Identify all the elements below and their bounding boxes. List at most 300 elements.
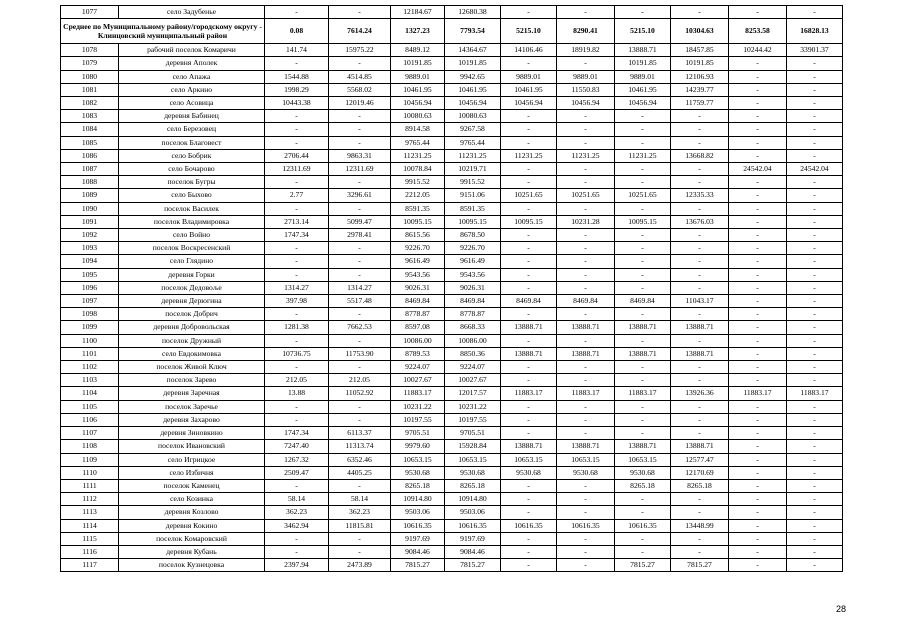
table-cell: 10251.65 (501, 189, 557, 202)
table-cell: - (557, 427, 615, 440)
table-cell: 13676.03 (671, 215, 729, 228)
table-cell: 8265.18 (391, 479, 445, 492)
table-cell: 1101 (61, 347, 119, 360)
table-cell: 2706.44 (265, 149, 329, 162)
table-cell: деревня Захарово (119, 413, 265, 426)
table-cell: 10027.67 (445, 374, 501, 387)
table-cell: - (729, 493, 787, 506)
table-cell: - (787, 202, 843, 215)
table-cell: 10095.15 (615, 215, 671, 228)
table-cell: - (729, 545, 787, 558)
table-cell: 1086 (61, 149, 119, 162)
table-cell: - (671, 163, 729, 176)
table-cell: 1106 (61, 413, 119, 426)
table-cell: 1094 (61, 255, 119, 268)
table-cell: 10653.15 (557, 453, 615, 466)
table-cell: - (729, 268, 787, 281)
table-cell: 1078 (61, 44, 119, 57)
table-cell: 15928.84 (445, 440, 501, 453)
table-cell: - (787, 519, 843, 532)
table-cell: 10616.35 (557, 519, 615, 532)
table-cell: 10653.15 (501, 453, 557, 466)
table-cell: 13888.71 (501, 321, 557, 334)
table-cell: 10456.94 (615, 97, 671, 110)
table-cell: - (501, 374, 557, 387)
table-cell: - (557, 506, 615, 519)
table-cell: - (501, 361, 557, 374)
table-cell: 10443.38 (265, 97, 329, 110)
table-cell: 10914.80 (391, 493, 445, 506)
table-cell: - (265, 308, 329, 321)
table-cell: 1112 (61, 493, 119, 506)
table-cell: 10616.35 (445, 519, 501, 532)
table-cell: село Бобрик (119, 149, 265, 162)
table-cell: - (615, 374, 671, 387)
table-cell: 8778.87 (391, 308, 445, 321)
table-cell: - (787, 453, 843, 466)
table-cell: 9226.70 (391, 242, 445, 255)
table-row (61, 136, 843, 149)
table-cell: 9503.06 (445, 506, 501, 519)
table-cell: - (787, 400, 843, 413)
table-cell: 1089 (61, 189, 119, 202)
table-cell: 1117 (61, 559, 119, 572)
table-cell: 24542.04 (729, 163, 787, 176)
table-cell: - (557, 545, 615, 558)
table-cell: - (557, 242, 615, 255)
table-cell: - (557, 268, 615, 281)
table-row (61, 374, 843, 387)
table-cell: 7247.40 (265, 440, 329, 453)
table-cell: 9084.46 (445, 545, 501, 558)
table-cell: 10197.55 (391, 413, 445, 426)
table-cell: 1115 (61, 532, 119, 545)
table-cell: 1077 (61, 6, 119, 19)
table-cell: 1098 (61, 308, 119, 321)
table-cell: 5568.02 (329, 83, 391, 96)
table-cell: 1091 (61, 215, 119, 228)
table-cell: 10191.85 (671, 57, 729, 70)
table-cell: 13888.71 (501, 347, 557, 360)
table-cell: - (557, 413, 615, 426)
table-cell: - (787, 334, 843, 347)
table-cell: 8469.84 (557, 295, 615, 308)
table-cell: - (729, 295, 787, 308)
table-cell: - (557, 136, 615, 149)
table-cell: 1097 (61, 295, 119, 308)
table-row (61, 453, 843, 466)
table-cell: поселок Каменец (119, 479, 265, 492)
table-cell: - (671, 281, 729, 294)
table-cell: 1083 (61, 110, 119, 123)
table-cell: - (615, 163, 671, 176)
table-cell: 8253.58 (729, 19, 787, 44)
table-cell: деревня Кокино (119, 519, 265, 532)
table-cell: - (329, 268, 391, 281)
data-table (60, 5, 843, 572)
table-cell: - (729, 70, 787, 83)
table-cell: 13888.71 (557, 347, 615, 360)
table-row (61, 70, 843, 83)
table-cell: 12311.69 (329, 163, 391, 176)
table-cell: 1095 (61, 268, 119, 281)
table-cell: - (615, 229, 671, 242)
table-cell: - (729, 427, 787, 440)
table-row (61, 6, 843, 19)
table-cell: - (265, 202, 329, 215)
table-cell: 10456.94 (501, 97, 557, 110)
table-cell: - (501, 136, 557, 149)
table-row (61, 347, 843, 360)
table-cell: 2473.89 (329, 559, 391, 572)
table-cell: 10461.95 (391, 83, 445, 96)
table-cell: 2978.41 (329, 229, 391, 242)
table-cell: 16828.13 (787, 19, 843, 44)
table-cell: - (501, 281, 557, 294)
table-cell: - (615, 268, 671, 281)
table-cell: 12335.33 (671, 189, 729, 202)
table-cell: - (615, 493, 671, 506)
table-cell: 11883.17 (501, 387, 557, 400)
table-cell: 58.14 (265, 493, 329, 506)
table-cell: 1087 (61, 163, 119, 176)
table-row (61, 268, 843, 281)
table-cell: 11883.17 (729, 387, 787, 400)
table-cell: село Быхово (119, 189, 265, 202)
table-row (61, 97, 843, 110)
table-cell: 9224.07 (391, 361, 445, 374)
table-cell: - (557, 559, 615, 572)
table-cell: 10231.22 (391, 400, 445, 413)
table-cell: 10304.63 (671, 19, 729, 44)
table-row (61, 229, 843, 242)
table-cell: - (557, 334, 615, 347)
table-cell: - (501, 268, 557, 281)
table-cell: 12680.38 (445, 6, 501, 19)
table-cell: 7662.53 (329, 321, 391, 334)
table-cell: - (729, 149, 787, 162)
table-cell: 10080.63 (445, 110, 501, 123)
table-cell: - (329, 361, 391, 374)
table-cell: 1116 (61, 545, 119, 558)
table-cell: поселок Василек (119, 202, 265, 215)
table-cell: - (557, 361, 615, 374)
table-cell: - (787, 361, 843, 374)
table-cell: - (265, 532, 329, 545)
table-cell: 12170.69 (671, 466, 729, 479)
table-cell: - (671, 493, 729, 506)
table-cell: село Игрицкое (119, 453, 265, 466)
table-cell: - (787, 545, 843, 558)
table-cell: 33901.37 (787, 44, 843, 57)
table-cell: - (329, 176, 391, 189)
table-body (61, 6, 843, 572)
table-cell: - (787, 374, 843, 387)
table-cell: 14106.46 (501, 44, 557, 57)
table-cell: 1109 (61, 453, 119, 466)
table-cell: 1747.34 (265, 427, 329, 440)
table-cell: - (729, 97, 787, 110)
table-cell: - (729, 361, 787, 374)
table-cell: 2397.94 (265, 559, 329, 572)
table-cell: - (265, 268, 329, 281)
table-cell: - (729, 176, 787, 189)
table-cell: 14364.67 (445, 44, 501, 57)
table-cell: - (671, 229, 729, 242)
table-cell: - (787, 176, 843, 189)
table-cell: 9979.60 (391, 440, 445, 453)
table-cell: деревня Кубань (119, 545, 265, 558)
table-cell: 10653.15 (445, 453, 501, 466)
table-cell: - (557, 202, 615, 215)
table-cell: поселок Заречье (119, 400, 265, 413)
table-cell: - (265, 123, 329, 136)
table-cell: - (557, 493, 615, 506)
table-cell: деревня Бабинец (119, 110, 265, 123)
table-cell: 9889.01 (557, 70, 615, 83)
table-cell: 12106.93 (671, 70, 729, 83)
table-cell: - (501, 123, 557, 136)
table-cell: - (787, 242, 843, 255)
table-cell: 13888.71 (501, 440, 557, 453)
table-cell: 1080 (61, 70, 119, 83)
table-cell: 10461.95 (615, 83, 671, 96)
table-cell: 10095.15 (445, 215, 501, 228)
table-cell: 362.23 (329, 506, 391, 519)
table-cell: - (787, 347, 843, 360)
table-cell: 5517.48 (329, 295, 391, 308)
table-cell: - (787, 532, 843, 545)
table-cell: - (729, 334, 787, 347)
table-cell: 13.88 (265, 387, 329, 400)
table-cell: 10219.71 (445, 163, 501, 176)
table-cell: - (329, 6, 391, 19)
table-cell: 11231.25 (501, 149, 557, 162)
table-cell: - (501, 308, 557, 321)
table-cell: 8914.58 (391, 123, 445, 136)
table-cell: 10244.42 (729, 44, 787, 57)
table-cell: 10095.15 (501, 215, 557, 228)
table-cell: 11231.25 (445, 149, 501, 162)
table-cell: 9705.51 (391, 427, 445, 440)
table-cell: село Бочарово (119, 163, 265, 176)
table-cell: 9915.52 (445, 176, 501, 189)
table-cell: 3462.94 (265, 519, 329, 532)
table-cell: 11753.90 (329, 347, 391, 360)
table-cell: 10461.95 (445, 83, 501, 96)
table-row (61, 83, 843, 96)
table-row (61, 387, 843, 400)
table-cell: 12184.67 (391, 6, 445, 19)
table-cell: - (501, 400, 557, 413)
table-cell: 3296.61 (329, 189, 391, 202)
table-cell: - (501, 413, 557, 426)
table-cell: 362.23 (265, 506, 329, 519)
table-cell: - (501, 255, 557, 268)
table-cell: село Козинка (119, 493, 265, 506)
table-cell: - (787, 413, 843, 426)
table-cell: - (501, 479, 557, 492)
table-cell: - (265, 479, 329, 492)
table-cell: 15975.22 (329, 44, 391, 57)
table-cell: - (501, 427, 557, 440)
table-cell: 8678.50 (445, 229, 501, 242)
table-cell: - (615, 427, 671, 440)
table-cell: - (557, 6, 615, 19)
table-cell: - (501, 229, 557, 242)
table-cell: - (615, 110, 671, 123)
table-cell: 9197.69 (445, 532, 501, 545)
table-cell: - (501, 163, 557, 176)
table-cell: - (501, 493, 557, 506)
table-cell: - (729, 440, 787, 453)
table-cell: 9705.51 (445, 427, 501, 440)
table-cell: 9942.65 (445, 70, 501, 83)
table-cell: - (265, 57, 329, 70)
table-cell: - (787, 149, 843, 162)
table-cell: деревня Дерюгина (119, 295, 265, 308)
table-cell: - (615, 176, 671, 189)
table-cell: - (729, 255, 787, 268)
table-row (61, 163, 843, 176)
table-cell: село Березовец (119, 123, 265, 136)
table-cell: 9026.31 (445, 281, 501, 294)
table-cell: - (671, 308, 729, 321)
table-cell: 9151.06 (445, 189, 501, 202)
table-cell: 11883.17 (557, 387, 615, 400)
table-cell: - (557, 281, 615, 294)
table-cell: 2.77 (265, 189, 329, 202)
table-cell: - (265, 110, 329, 123)
table-cell: 10616.35 (615, 519, 671, 532)
table-cell: - (729, 453, 787, 466)
table-cell: - (615, 281, 671, 294)
table-cell: 1544.88 (265, 70, 329, 83)
table-cell: 9889.01 (615, 70, 671, 83)
table-cell: - (729, 466, 787, 479)
table-cell: 212.05 (329, 374, 391, 387)
table-cell: 13888.71 (671, 321, 729, 334)
table-cell: 8469.84 (615, 295, 671, 308)
table-cell: 8469.84 (501, 295, 557, 308)
table-cell: 8789.53 (391, 347, 445, 360)
table-cell: 9503.06 (391, 506, 445, 519)
table-cell: - (787, 97, 843, 110)
table-cell: - (557, 400, 615, 413)
table-cell: поселок Зарево (119, 374, 265, 387)
table-cell: 11550.83 (557, 83, 615, 96)
table-cell: поселок Дружный (119, 334, 265, 347)
table-cell: - (671, 374, 729, 387)
table-cell: 5215.10 (615, 19, 671, 44)
table-cell: - (615, 308, 671, 321)
table-row (61, 427, 843, 440)
table-cell: - (671, 427, 729, 440)
table-cell: 8469.84 (391, 295, 445, 308)
table-cell: - (265, 413, 329, 426)
table-cell: - (729, 479, 787, 492)
table-cell: 13888.71 (615, 347, 671, 360)
table-cell: 11815.81 (329, 519, 391, 532)
table-cell: село Войно (119, 229, 265, 242)
table-cell: - (265, 545, 329, 558)
table-cell: 10653.15 (615, 453, 671, 466)
table-cell: 7793.54 (445, 19, 501, 44)
table-cell: 9530.68 (557, 466, 615, 479)
table-cell: - (557, 176, 615, 189)
table-cell: 10653.15 (391, 453, 445, 466)
table-cell: 10456.94 (391, 97, 445, 110)
table-cell: - (615, 123, 671, 136)
table-cell: - (787, 506, 843, 519)
table-cell: 9197.69 (391, 532, 445, 545)
table-cell: - (729, 110, 787, 123)
table-cell: поселок Комаровский (119, 532, 265, 545)
table-cell: - (787, 123, 843, 136)
table-cell: - (265, 6, 329, 19)
table-cell: 4405.25 (329, 466, 391, 479)
table-cell: 13668.82 (671, 149, 729, 162)
table-cell: - (787, 189, 843, 202)
table-row (61, 321, 843, 334)
table-cell: 13926.36 (671, 387, 729, 400)
table-cell: - (615, 242, 671, 255)
table-cell: - (729, 281, 787, 294)
table-cell: 9915.52 (391, 176, 445, 189)
table-cell: 9026.31 (391, 281, 445, 294)
table-cell: - (729, 308, 787, 321)
table-cell: - (671, 255, 729, 268)
table-row (61, 215, 843, 228)
table-cell: - (787, 479, 843, 492)
table-cell: 1105 (61, 400, 119, 413)
table-cell: 1092 (61, 229, 119, 242)
table-cell: 1103 (61, 374, 119, 387)
table-cell: 8850.36 (445, 347, 501, 360)
table-cell: 9084.46 (391, 545, 445, 558)
table-cell: - (787, 255, 843, 268)
table-cell: 12019.46 (329, 97, 391, 110)
table-cell: 1998.29 (265, 83, 329, 96)
table-cell: 1088 (61, 176, 119, 189)
table-cell: - (787, 110, 843, 123)
table-cell: - (501, 6, 557, 19)
table-cell: - (729, 83, 787, 96)
table-cell: 1747.34 (265, 229, 329, 242)
table-cell: 8265.18 (671, 479, 729, 492)
table-cell: - (557, 123, 615, 136)
table-cell: 1107 (61, 427, 119, 440)
table-cell: 1110 (61, 466, 119, 479)
table-cell: - (265, 176, 329, 189)
table-cell: - (729, 559, 787, 572)
table-row (61, 308, 843, 321)
table-cell: - (787, 136, 843, 149)
table-cell: 1267.32 (265, 453, 329, 466)
table-cell: 1104 (61, 387, 119, 400)
table-cell: 1082 (61, 97, 119, 110)
table-cell: - (557, 532, 615, 545)
table-cell: село Асовица (119, 97, 265, 110)
table-cell: 1111 (61, 479, 119, 492)
table-cell: 9530.68 (391, 466, 445, 479)
table-row (61, 413, 843, 426)
table-cell: 13888.71 (671, 347, 729, 360)
table-row (61, 149, 843, 162)
table-cell: 1314.27 (265, 281, 329, 294)
table-cell: - (729, 123, 787, 136)
table-cell: - (787, 295, 843, 308)
